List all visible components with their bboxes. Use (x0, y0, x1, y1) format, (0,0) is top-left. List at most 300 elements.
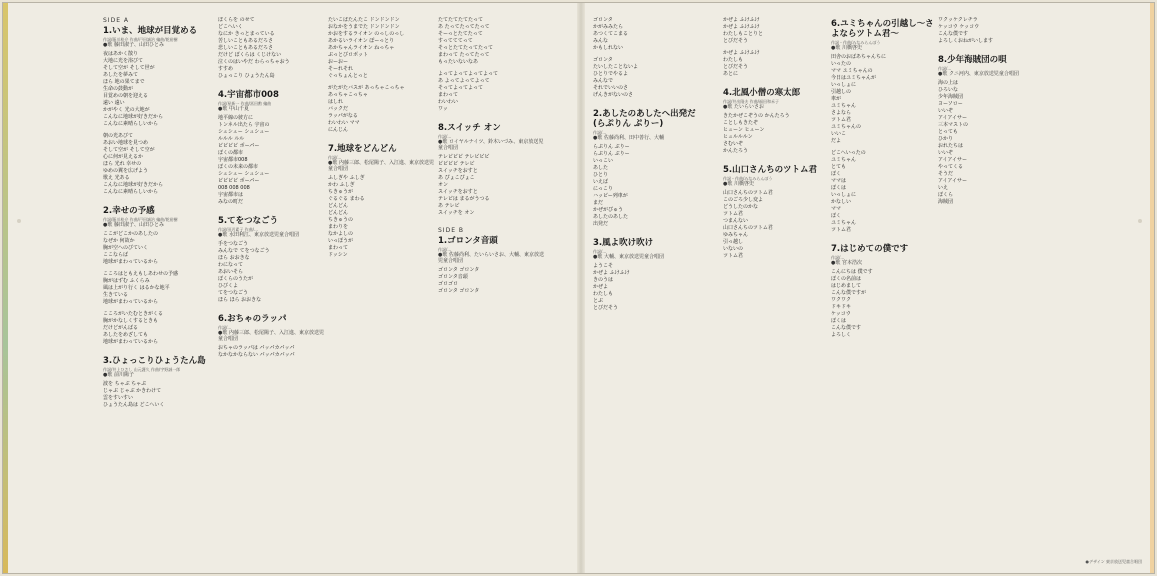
lyric-line: ルルル ルル (218, 136, 245, 142)
lyric-line: ひとり (593, 172, 609, 178)
lyric-line: よろしくおねがいします (938, 38, 994, 44)
song-8 (438, 123, 546, 217)
lyric-line: ゴロンタ音頭 (438, 274, 468, 280)
lyric-line: ワッ (438, 106, 448, 112)
lyric-line: あ たってたってたって (438, 24, 490, 30)
lyric-line: ほら 光れ 幸せの (103, 161, 142, 167)
lyrics-block (831, 269, 939, 339)
lyric-line: かぜよ ふけふけ (723, 24, 760, 30)
lyric-line: 地球がまわっているから (103, 299, 158, 305)
lyric-line: ようこそ (593, 263, 614, 269)
lyric-line: ドキドキ (831, 304, 852, 310)
lyric-line: ひょうたん島は どこへいく (103, 402, 165, 408)
song-title: 1.ゴロンタ音頭 (438, 236, 498, 246)
song-title: 2.幸せの予感 (103, 206, 155, 216)
lyric-line: ぼく (831, 171, 842, 177)
punch-hole-right (1138, 219, 1142, 223)
lyrics-block (328, 175, 436, 259)
lyric-line: 山口さんちのツトム君 (723, 225, 773, 231)
lyric-line: あした (593, 165, 609, 171)
lyric-line: 苦しいこともあるだろさ (218, 38, 274, 44)
lyric-line: 目覚めの朝を迎える (103, 93, 149, 99)
lyric-line: ひょっこり ひょうたん島 (218, 73, 275, 79)
lyric-line: いいこ (831, 131, 847, 137)
song-title: 5.山口さんちのツトム君 (723, 165, 817, 175)
lyric-line: よろしく (831, 332, 852, 338)
lyric-line: みなの町だ (218, 199, 244, 205)
lyric-line: 風は上がり行く はるかな地平 (103, 285, 170, 291)
lyric-line: かなしい (831, 199, 852, 205)
song-title: 4.宇宙都市008 (218, 90, 279, 100)
lyric-line: ぼくらのうたが (218, 276, 254, 282)
lyric-line: ここならば (103, 252, 129, 258)
lyric-line: とても (831, 164, 847, 170)
lyric-line: ワクッケクレチラ (938, 17, 978, 23)
song-11 (593, 238, 701, 312)
lyric-line: バックだ (328, 106, 349, 112)
lyric-line: かぜよ (593, 284, 609, 290)
lyric-line: どこへいく (218, 24, 243, 30)
song-credit: 作詞/… (831, 255, 845, 260)
lyric-line: かぜがぴゅう (593, 207, 624, 213)
song-6 (218, 314, 326, 359)
lyric-line: 田舎のおばあちゃんちに (831, 54, 887, 60)
column-6 (723, 17, 831, 563)
song-title: 7.地球をどんどん (328, 144, 397, 154)
lyric-line: いいぞ (938, 108, 954, 114)
song-9-cont (593, 17, 701, 99)
lyric-line: そーれそれ (328, 66, 354, 72)
lyric-line: ぐっちょんとっと (328, 73, 368, 79)
lyric-line: はしれ (328, 99, 344, 105)
lyrics-block (938, 80, 1046, 206)
lyric-line: わいわい (438, 99, 459, 105)
song-1 (103, 26, 211, 196)
lyric-line: ひびくよ (218, 283, 239, 289)
lyric-line: とぶ (593, 298, 604, 304)
lyric-line: トンネル出たら 宇宙の (218, 122, 270, 128)
lyric-line: そってよってよって (438, 85, 484, 91)
lyric-line: ユミちゃん (831, 103, 857, 109)
lyric-line: なかなかならない パッパカパッパ (218, 352, 295, 358)
lyric-line: ひかり (938, 136, 954, 142)
lyric-line: 手をつなごう (218, 241, 249, 247)
lyric-line: 心に何が見えるか (103, 154, 144, 160)
song-14 (831, 19, 939, 234)
lyric-line: こんにちは 僕です (831, 269, 873, 275)
lyrics-block (438, 17, 546, 66)
lyric-line: ふしぎや ふしぎ (328, 175, 365, 181)
lyric-line: このごろ少し変よ (723, 197, 764, 203)
lyrics-block (218, 17, 326, 80)
lyric-line: あ テレビ (438, 203, 460, 209)
lyric-line: ケッコウ (831, 311, 851, 317)
lyric-line: ヒューン ヒューン (723, 127, 765, 133)
lyric-line: よってよってよってよって (438, 71, 499, 77)
lyric-line: 生命の鼓動が (103, 86, 134, 92)
lyric-line: ほら 地の果てまで (103, 79, 145, 85)
lyric-line: いっこい (593, 158, 614, 164)
lyric-line: いえば (593, 179, 609, 185)
song-3-cont (218, 17, 326, 80)
song-title: 6.ユミちゃんの引越し〜さよならツトム君〜 (831, 19, 934, 39)
lyric-line: まわって (438, 92, 458, 98)
lyric-line: ぼくらを のせて (218, 17, 255, 23)
song-10 (593, 109, 701, 228)
lyric-line: 胸がかなしくするときも (103, 318, 159, 324)
lyric-line: ママ ユミちゃんの (831, 68, 873, 74)
lyric-line: 悲しいこともあるだろさ (218, 45, 274, 51)
column-3 (328, 17, 436, 563)
lyric-line: ゴロンタ (593, 57, 613, 63)
lyric-line: かわ ふしぎ (328, 182, 355, 188)
lyric-line: ぼくら (938, 192, 954, 198)
lyric-line: とびだそう (723, 64, 749, 70)
lyrics-block (593, 17, 701, 52)
song-artist: ●歌 川橋啓史 (723, 181, 754, 187)
lyric-line: ユミちゃん (831, 220, 857, 226)
lyric-line: らぷりん ぷりー (593, 151, 630, 157)
song-credit: 作詞/… (593, 130, 607, 135)
column-1 (103, 17, 211, 563)
lyric-line: あしたのあした (593, 214, 629, 220)
right-panel (593, 17, 1153, 563)
lyric-line: きのうは (593, 277, 614, 283)
lyric-line: 車が (831, 96, 842, 102)
lyric-line: ちきゅうが (328, 189, 354, 195)
lyric-line: こんなに地球が好きだから (103, 182, 164, 188)
lyric-line: ゴロンタ ゴロンタ (438, 267, 480, 273)
design-credit: ●デザイン 東京放送児童合唱団 (1085, 559, 1142, 564)
song-credit: 作詞/… (438, 247, 452, 252)
song-5 (218, 216, 326, 304)
song-artist: ●歌 大輔、東京放送児童合唱団 (593, 254, 664, 260)
lyric-line: すってててって (438, 38, 473, 44)
song-artist: ●歌 藤田淑子、山田ひとみ (103, 222, 164, 228)
lyric-line: さよなら (831, 110, 852, 116)
side-a-label: SIDE A (103, 17, 130, 24)
lyric-line: どうしたのかな (723, 204, 759, 210)
lyric-line: ゆめの翼を広げよう (103, 168, 149, 174)
lyric-line: どこへいったの (831, 150, 866, 156)
song-credit: 作詞/星新一 作曲/冨田勲 編曲 (218, 101, 272, 106)
lyric-line: こんなに地球が好きだから (103, 114, 164, 120)
lyric-line: 三本マストの (938, 122, 969, 128)
lyric-line: 海賊団 (938, 199, 954, 205)
lyric-line: 夜はあかく散り (103, 51, 139, 57)
lyric-line: こんな僕です (938, 31, 969, 37)
cover-edge-left (3, 3, 8, 573)
lyric-line: アイアイサー (938, 157, 967, 163)
lyric-line: ハッピー列車が (593, 193, 628, 199)
song-title: 3.風よ吹け吹け (593, 238, 654, 248)
lyric-line: なにか きっとまっている (218, 31, 275, 37)
song-credit: 作詞/… (438, 134, 452, 139)
song-credit: 作詞/… (938, 66, 952, 71)
lyric-line: にんじん (328, 127, 349, 133)
lyric-line: 生きている (103, 292, 129, 298)
lyric-line: かおをするライオン のっしのっし (328, 31, 405, 37)
lyrics-block (438, 71, 546, 113)
lyric-line: そうだ (938, 171, 954, 177)
song-artist: ●歌 前川陽子 (103, 372, 134, 378)
lyrics-block (723, 50, 831, 78)
song-artist: ●歌 内藤三郎、松尾陽子、入江進、東京放送児童合唱団 (218, 330, 324, 342)
lyric-line: アイアイサー (938, 178, 967, 184)
lyric-line: 遠い 遠い (103, 100, 125, 106)
lyrics-block (938, 17, 1046, 45)
lyric-line: スイッチをおすと (438, 189, 478, 195)
lyric-line: おちゃのラッパは パッパカパッパ (218, 345, 295, 351)
lyric-line: たいしたことないよ (593, 64, 639, 70)
lyric-line: わたしも (593, 291, 614, 297)
lyric-line: シュシュー シュシュー (218, 129, 270, 135)
lyric-line: ツトム君 (831, 227, 852, 233)
lyric-line: ユミちゃん (831, 157, 857, 163)
lyric-line: あしたをめざしても (103, 332, 149, 338)
song-7 (328, 144, 436, 259)
lyric-line: こんな僕ですが (831, 290, 867, 296)
lyric-line: あおいそら (218, 269, 244, 275)
lyric-line: 地平線の彼方に (218, 115, 254, 121)
lyric-line: ツトム君 (831, 117, 852, 123)
song-credit: 作詞/藤川桂介 作曲/戸田誠治 編曲/乾裕樹 (103, 37, 178, 42)
song-artist: ●歌 宮本浩次 (831, 260, 862, 266)
lyric-line: そして空が そして世が (103, 65, 155, 71)
lyric-line: かぜよ ふけふけ (723, 50, 760, 56)
lyrics-block (593, 263, 701, 312)
lyric-line: まわって (328, 245, 348, 251)
lyric-line: 山口さんちのツトム君 (723, 190, 773, 196)
lyric-line: だけどがんばる (103, 325, 139, 331)
lyric-line: がたがたバスが あっちゃこっちゃ (328, 85, 405, 91)
lyrics-block (103, 381, 211, 409)
song-4 (218, 90, 326, 206)
lyric-line: オン (438, 182, 449, 188)
lyric-line: げんきがないのさ (593, 92, 634, 98)
lyrics-block (218, 345, 326, 359)
lyric-line: 大地に光を浴びて (103, 58, 144, 64)
lyric-line: こころはともえもしあわせの予感 (103, 271, 179, 277)
song-7-cont (438, 17, 546, 113)
song-artist: ●歌 水田利江、東京放送児童合唱団 (218, 232, 299, 238)
lyrics-block (723, 190, 831, 260)
lyric-line: 宇宙都市は (218, 192, 244, 198)
song-artist: ●歌 佐藤尚利、たいらいさお、大輔、東京放送児童合唱団 (438, 252, 544, 264)
lyric-line: だけど ぼくらは くじけない (218, 52, 282, 58)
lyric-line: ドッシン (328, 252, 348, 258)
lyric-line: いっしょに (831, 82, 857, 88)
song-16 (938, 55, 1046, 206)
lyric-line: ここがどこかのあしたの (103, 231, 159, 237)
lyric-line: 宇宙都市008 (218, 157, 248, 163)
lyrics-block (218, 115, 326, 206)
song-title: 6.おちゃのラッパ (218, 314, 287, 324)
song-11-cont (723, 17, 831, 78)
song-title: 3.ひょっこりひょうたん島 (103, 356, 206, 366)
lyric-line: まだ (593, 200, 604, 206)
lyric-line: ぼくは (831, 318, 847, 324)
lyric-line: 出発だ (593, 221, 609, 227)
song-2 (103, 206, 211, 346)
song-artist: ●歌 川橋啓史 (831, 45, 862, 51)
lyric-line: いえ (938, 185, 949, 191)
lyric-line: ママは (831, 178, 847, 184)
lyric-line: ほら ほら おおきな (218, 297, 262, 303)
lyrics-block (593, 144, 701, 228)
song-credit: 作詞/… (218, 325, 232, 330)
song-artist: ●歌 内藤三郎、松尾陽子、入江進、東京放送児童合唱団 (328, 160, 434, 172)
lyric-line: こんなに素晴らしいから (103, 121, 159, 127)
lyric-line: わたしもことりと (723, 31, 764, 37)
lyric-line: ママ (831, 206, 842, 212)
lyric-line: わたしも (723, 57, 744, 63)
lyric-line: たてたてたてたって (438, 17, 484, 23)
lyric-line: そーっとたてたって (438, 31, 483, 37)
left-panel (13, 17, 573, 563)
lyrics-block (218, 241, 326, 304)
lyric-line: テレビは まるがうつる (438, 196, 490, 202)
lyric-line: 地球がまわっているから (103, 339, 158, 345)
punch-hole-left (17, 219, 21, 223)
song-6-cont (328, 17, 436, 134)
song-credit: 作詞/藤川桂介 作曲/戸田誠治 編曲/乾裕樹 (103, 217, 178, 222)
lyric-line: いいぞ (938, 150, 954, 156)
lyric-line: 008 008 008 (218, 185, 250, 191)
lyric-line: 引っ越し (723, 239, 744, 245)
lyric-line: とびだそう (723, 38, 749, 44)
song-9 (438, 236, 546, 295)
lyric-line: いっぽうが (328, 238, 354, 244)
lyric-line: そっとたてたってたって (438, 45, 494, 51)
lyrics-block (438, 267, 546, 295)
lyric-line: ピピピピ ポーパー (218, 178, 260, 184)
lyric-line: とっても (938, 129, 958, 135)
lyric-line: ピピピピ ポーパー (218, 143, 260, 149)
column-7 (831, 17, 939, 563)
song-credit: 作詞/井出隆夫 作曲/福田和禾子 (723, 99, 779, 104)
lyric-line: ゴロゴロ (438, 281, 459, 287)
lyric-line: どんどん (328, 210, 349, 216)
column-8 (938, 17, 1046, 563)
lyric-line: いないの (723, 246, 744, 252)
lyric-line: とびだそう (593, 305, 619, 311)
lyric-line: たいこばたんたこ ドンドンドン (328, 17, 400, 23)
lyric-line: あかるいライオン ぽーっとり (328, 38, 395, 44)
lyric-line: そして空が そして空が (103, 147, 155, 153)
lyric-line: きたかぜこぞうの かんたろう (723, 113, 790, 119)
song-credit: 作詞・作曲/みなみらんぼう (723, 176, 773, 181)
lyrics-block (328, 17, 436, 80)
lyric-line: 海の上は (938, 80, 959, 86)
lyric-line: ぐるぐる まわる (328, 196, 365, 202)
lyric-line: ちきゅうの (328, 217, 354, 223)
lyric-line: らぷりん ぷりー (593, 144, 630, 150)
lyric-line: いったの (831, 61, 852, 67)
lyrics-block (593, 57, 701, 99)
song-artist: ●歌 ロイヤルナイツ、鈴木いづみ、東京放送児童合唱団 (438, 139, 544, 151)
lyric-line: 泣くのはいやだ わらっちゃおう (218, 59, 290, 65)
lyric-line: あ ぴょこぴょこ (438, 175, 475, 181)
song-artist: ●歌 たいらいさお (723, 104, 764, 110)
lyric-line: ことしもきたぞ (723, 120, 759, 126)
lyric-line: まわって たってたって (438, 52, 490, 58)
lyric-line: にっこり (593, 186, 613, 192)
lyric-line: なぜか 何故か (103, 238, 135, 244)
lyric-line: はじめまして (831, 283, 862, 289)
lyric-line: ぼく (831, 213, 842, 219)
lyric-line: かがみみたら (593, 24, 624, 30)
lyric-line: 今日はユミちゃんが (831, 75, 877, 81)
lyric-line: ツトム君 (723, 211, 744, 217)
lyric-line: ワクワク (831, 297, 852, 303)
lyrics-block (103, 311, 211, 346)
lyric-line: やってくる (938, 164, 964, 170)
lyrics-block (438, 154, 546, 217)
lyric-line: まわりを (328, 224, 349, 230)
lyric-line: もったいないなあ (438, 59, 479, 65)
lyric-line: 波を ちゃぷ ちゃぷ (103, 381, 147, 387)
lyric-line: みんな (593, 38, 609, 44)
lyric-line: こころがいたむときがくる (103, 311, 164, 317)
column-5 (593, 17, 701, 563)
lyric-line: 少年海賊団 (938, 94, 964, 100)
lyric-line: かもしれない (593, 45, 624, 51)
song-artist: ●歌 佐藤尚利、田中善行、大輔 (593, 135, 664, 141)
lyric-line: 歌え 光ある (103, 175, 130, 181)
song-title: 5.てをつなごう (218, 216, 279, 226)
lyric-line: かんたろう (723, 148, 749, 154)
lyrics-block (831, 150, 939, 234)
lyric-line: かがやく 光の大地が (103, 107, 150, 113)
lyrics-block (328, 85, 436, 134)
song-title: 1.いま、地球が目覚める (103, 26, 198, 36)
song-credit: 作詞/… (593, 249, 607, 254)
lyric-line: ユミちゃんの (831, 124, 862, 130)
song-artist: ●歌 クニ河内、東京放送児童合唱団 (938, 71, 1019, 77)
lyric-line: あおい地球を見つめ (103, 140, 149, 146)
lyric-line: あかちゃんライオン ねっちゃ (328, 45, 395, 51)
song-13 (723, 165, 831, 260)
lyric-line: あつくてこまる (593, 31, 629, 37)
lyric-line: ひとりでやるよ (593, 71, 629, 77)
lyric-line: ゆみちゃん (723, 232, 749, 238)
song-15-cont (938, 17, 1046, 45)
lyric-line: つまんない (723, 218, 749, 224)
center-fold (577, 3, 585, 573)
album-gatefold (2, 2, 1155, 574)
lyric-line: かぜよ ふけふけ (593, 270, 630, 276)
lyric-line: こんなに素晴らしいから (103, 189, 159, 195)
song-credit: 作詞/井上ひさし 山元護久 作曲/宇野誠一郎 (103, 367, 181, 372)
lyric-line: あっちゃこっちゃ (328, 92, 368, 98)
lyric-line: みんなで (593, 78, 614, 84)
lyric-line: すすめ (218, 66, 234, 72)
song-credit: 作詞・作曲/みなみらんぼう (831, 40, 881, 45)
lyric-line: ひろいな (938, 87, 959, 93)
lyric-line: ラッパがなる (328, 113, 358, 119)
lyric-line: おなかをうまでた ドンドンドン (328, 24, 400, 30)
lyric-line: ほら おおきな (218, 255, 250, 261)
lyric-line: おれたちは (938, 143, 964, 149)
lyric-line: スイッチを オン (438, 210, 475, 216)
lyric-line: わいわい ママ (328, 120, 360, 126)
lyric-line: ぼくの未来の都市 (218, 164, 259, 170)
lyrics-block (103, 133, 211, 196)
song-title: 8.スイッチ オン (438, 123, 501, 133)
lyrics-block (831, 54, 939, 145)
lyric-line: 胸がはずむ ふくらみ (103, 278, 150, 284)
